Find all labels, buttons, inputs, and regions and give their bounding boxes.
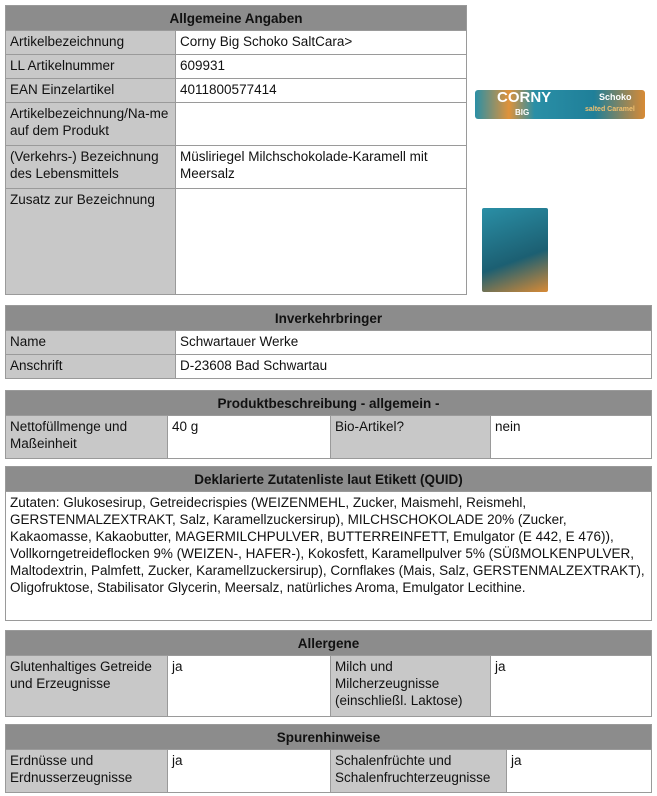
value (176, 103, 467, 146)
label: Glutenhaltiges Getreide und Erzeugnisse (6, 656, 168, 717)
label: (Verkehrs-) Bezeichnung des Lebensmittels (6, 146, 176, 189)
section-title: Deklarierte Zutatenliste laut Etikett (QUID) (6, 467, 652, 492)
section-title: Allgemeine Angaben (6, 6, 467, 31)
section-title: Spurenhinweise (6, 725, 652, 750)
label: Artikelbezeichnung (6, 31, 176, 55)
value: ja (168, 750, 331, 793)
logo-text: CORNY (497, 90, 552, 106)
logo-sub: BIG (515, 108, 530, 117)
allergene-table (5, 630, 652, 717)
value (176, 189, 467, 295)
label: Schalenfrüchte und Schalenfruchterzeugnisse (331, 750, 507, 793)
value: D-23608 Bad Schwartau (176, 355, 652, 379)
value: 609931 (176, 55, 467, 79)
flavor2: salted Caramel (585, 106, 635, 113)
label: Bio-Artikel? (331, 416, 491, 459)
value: ja (491, 656, 652, 717)
label: Name (6, 331, 176, 355)
product-box-image (482, 208, 548, 292)
section-title: Produktbeschreibung - allgemein - (6, 391, 652, 416)
label: Nettofüllmenge und Maßeinheit (6, 416, 168, 459)
label: Zusatz zur Bezeichnung (6, 189, 176, 295)
value: Corny Big Schoko SaltCara> (176, 31, 467, 55)
label: Anschrift (6, 355, 176, 379)
produktbeschreibung-table (5, 390, 652, 459)
label: Milch und Milcherzeugnisse (einschließl. Laktose) (331, 656, 491, 717)
flavor: Schoko (599, 92, 632, 102)
product-bar-image (475, 90, 645, 119)
allgemeine-angaben-table (5, 5, 467, 295)
value: 40 g (168, 416, 331, 459)
section-title: Inverkehrbringer (6, 306, 652, 331)
value: 4011800577414 (176, 79, 467, 103)
zutaten-table (5, 466, 652, 621)
value: ja (168, 656, 331, 717)
label: Artikelbezeichnung/Na-me auf dem Produkt (6, 103, 176, 146)
value: Müsliriegel Milchschokolade-Karamell mit Meersalz (176, 146, 467, 189)
spurenhinweise-table (5, 724, 652, 793)
label: Erdnüsse und Erdnusserzeugnisse (6, 750, 168, 793)
section-title: Allergene (6, 631, 652, 656)
inverkehrbringer-table (5, 305, 652, 379)
value: ja (507, 750, 652, 793)
value: nein (491, 416, 652, 459)
ingredients-text: Zutaten: Glukosesirup, Getreidecrispies (WEIZENMEHL, Zucker, Maismehl, Reismehl, GERSTENMALZEXTRAKT, Salz, Karamellzuckersirup), MILCHSCHOKOLADE 20% (Zucker, Kakaomasse, Kakaobutter, MAGERMILCHPULVER, BUTTERREINFETT, Emulgator (E 442, E 476)), Vollkorngetreideflocken 9% (WEIZEN-, HAFER-), Kokosfett, Karamellpulver 5% (SÜßMOLKENPULVER, Maltodextrin, Palmfett, Zucker, Karamellzuckersirup), Cornflakes (Mais, Salz, GERSTENMALZEXTRAKT), Oligofruktose, Stabilisator Glycerin, Meersalz, natürliches Aroma, Emulgator Lecithine. (6, 492, 652, 621)
label: LL Artikelnummer (6, 55, 176, 79)
label: EAN Einzelartikel (6, 79, 176, 103)
value: Schwartauer Werke (176, 331, 652, 355)
